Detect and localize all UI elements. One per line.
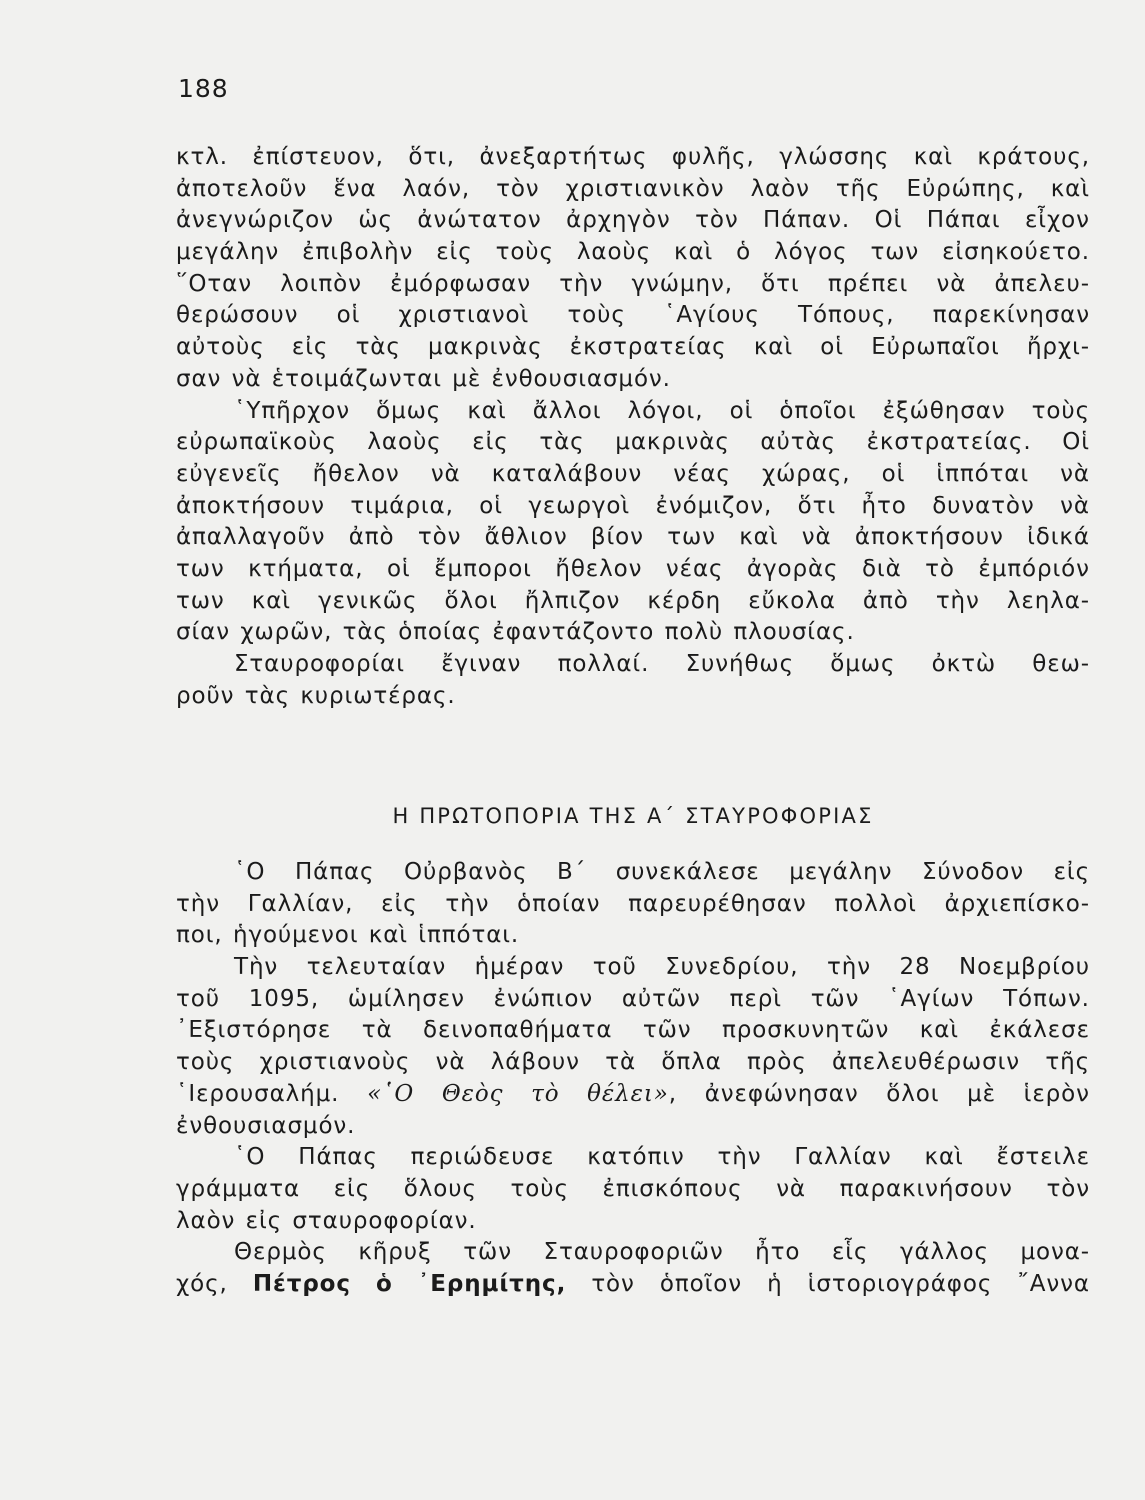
word: ῞Οταν xyxy=(176,270,252,297)
word: ἄθλιον xyxy=(484,524,568,551)
text-line xyxy=(176,269,1090,301)
word: των xyxy=(667,524,716,551)
word: ἔστειλε xyxy=(996,1144,1090,1171)
word: Πέτρος xyxy=(252,1270,351,1297)
word: διὰ xyxy=(861,555,902,582)
word: οἱ xyxy=(729,397,754,424)
text-line xyxy=(176,1206,1090,1238)
word: ἀρχιεπίσκο- xyxy=(944,890,1090,917)
word: ἀγορὰς xyxy=(746,555,839,582)
word: εἷς xyxy=(831,1239,869,1266)
text-line xyxy=(176,427,1090,459)
word: ὁποίας xyxy=(398,619,483,646)
word: ἱερὸν xyxy=(1023,1080,1090,1107)
word: περιώδευσε xyxy=(410,1144,555,1171)
word: λόγοι, xyxy=(627,397,704,424)
word: Οὐρβανὸς xyxy=(404,859,528,885)
word: εἰς xyxy=(1053,859,1090,885)
word: Συνήθως xyxy=(685,651,794,677)
word: ἐμόρφωσαν xyxy=(390,270,531,297)
word: κατόπιν xyxy=(587,1144,685,1171)
word: πολὺ xyxy=(664,619,724,646)
word: λαόν, xyxy=(402,175,471,202)
word: χριστιανικὸν xyxy=(565,175,725,202)
word: σαν xyxy=(176,365,222,392)
word: ἐπίστευον, xyxy=(252,144,384,170)
text-line xyxy=(176,300,1090,332)
word: των xyxy=(870,239,920,266)
word: ἀπὸ xyxy=(348,524,395,551)
word: κτλ. xyxy=(176,144,228,170)
word: καὶ xyxy=(1050,175,1090,202)
word: νὰ xyxy=(936,270,967,297)
word: των xyxy=(176,555,225,582)
word: ὅτι xyxy=(797,492,837,519)
word: ὅλοι xyxy=(886,1080,940,1107)
word: Οἱ xyxy=(1062,429,1090,456)
word: ὁποῖοι xyxy=(779,397,857,424)
word: ὁποῖον xyxy=(659,1270,742,1297)
word: τὰς xyxy=(342,619,388,646)
word: τῶν xyxy=(642,1017,692,1044)
word: κέρδη xyxy=(647,587,722,614)
word: εἰς xyxy=(245,1207,283,1234)
word: γάλλος xyxy=(899,1239,989,1266)
word: μεγάλην xyxy=(176,239,280,266)
word: τὸν xyxy=(591,1270,635,1297)
word: τὴν xyxy=(559,270,604,297)
word: γλώσσης xyxy=(779,144,890,170)
word: καὶ xyxy=(753,334,794,361)
word: οἱ xyxy=(479,492,503,519)
word: γράμματα xyxy=(176,1175,301,1202)
text-line xyxy=(176,1111,1090,1143)
text-line xyxy=(176,459,1090,491)
text-line xyxy=(176,1269,1090,1301)
word: τελευταίαν xyxy=(306,954,447,981)
text-line xyxy=(176,237,1090,269)
word: αὐτοὺς xyxy=(176,334,265,361)
word: ὡς xyxy=(358,207,393,234)
word: βίον xyxy=(590,524,644,551)
word: καὶ xyxy=(739,524,779,551)
word: τῆς xyxy=(835,175,881,202)
word: εἰς xyxy=(291,334,329,361)
text-line xyxy=(176,1015,1090,1047)
word: ἱστοριογράφος xyxy=(807,1270,993,1297)
word: ἐξώθησαν xyxy=(882,397,1006,424)
word: Γαλλίαν, xyxy=(247,890,354,917)
word: καὶ xyxy=(368,922,408,949)
word: «῾Ο xyxy=(367,1080,415,1107)
word: πρέπει xyxy=(827,270,909,297)
word: τὴν xyxy=(445,890,490,917)
text-block-intro xyxy=(176,142,1090,712)
word: τοὺς xyxy=(1031,397,1090,424)
text-line xyxy=(176,142,1090,174)
word: καὶ xyxy=(924,1144,964,1171)
word: ἀπὸ xyxy=(862,587,909,614)
word: τῶν xyxy=(463,1239,512,1266)
word: καὶ xyxy=(913,144,953,170)
word: τῶν xyxy=(810,985,860,1012)
word: μακρινὰς xyxy=(428,334,543,361)
word: ἕνα xyxy=(333,175,377,202)
word: καταλάβουν xyxy=(491,460,643,487)
word: ἐκστρατείας xyxy=(569,334,727,361)
text-line xyxy=(176,889,1090,921)
word: Εὐρωπαῖοι xyxy=(871,334,1000,361)
text-line xyxy=(176,332,1090,364)
word: ῾Ο xyxy=(234,859,266,885)
word: ὅτι xyxy=(761,270,800,297)
word: ἔμποροι xyxy=(434,555,532,582)
word: ἡ xyxy=(767,1270,783,1297)
word: Σταυροφοριῶν xyxy=(543,1239,724,1266)
word: εἰς xyxy=(472,429,509,456)
text-line xyxy=(176,681,1090,713)
word: παρακινήσουν xyxy=(839,1175,1013,1202)
word: λαὸν xyxy=(750,175,810,202)
word: ὅμως xyxy=(376,397,442,424)
word: ἐμπόριόν xyxy=(978,555,1090,582)
word: τὸν xyxy=(1046,1175,1090,1202)
word: ᾿Εξιστόρησε xyxy=(176,1017,332,1044)
word: Νοεμβρίου xyxy=(959,954,1090,981)
word: τὸν xyxy=(695,207,739,234)
word: ὅλους xyxy=(403,1175,477,1202)
word: ὡμίλησεν xyxy=(347,985,465,1012)
word: οἱ xyxy=(386,555,411,582)
word: μακρινὰς xyxy=(615,429,730,456)
word: τοὺς xyxy=(176,1049,235,1076)
word: τὰς xyxy=(244,682,290,709)
word: σίαν xyxy=(176,619,230,646)
word: ἀπελευ- xyxy=(994,270,1090,297)
word: Σύνοδον xyxy=(921,859,1025,885)
word: ὀκτὼ xyxy=(931,651,996,677)
word: ἐκάλεσε xyxy=(989,1017,1090,1044)
word: θεω- xyxy=(1032,651,1090,677)
word: Πάπας xyxy=(298,1144,378,1171)
word: Πάπας xyxy=(294,859,375,885)
word: εἰσηκούετο. xyxy=(942,239,1090,266)
word: ἱππόται. xyxy=(418,922,520,949)
word: οἱ xyxy=(820,334,844,361)
word: τὴν xyxy=(826,954,871,981)
word: νέας xyxy=(673,460,731,487)
word: ἀποτελοῦν xyxy=(176,175,308,202)
word: πρὸς xyxy=(746,1049,807,1076)
word: φυλῆς, xyxy=(671,144,755,170)
word: ῾Υπῆρχον xyxy=(234,397,350,424)
word: δεινοπαθήματα xyxy=(423,1017,613,1044)
word: Εὐρώπης, xyxy=(906,175,1025,202)
word: καὶ xyxy=(251,587,291,614)
word: εἰς xyxy=(436,239,473,266)
word: μὲ xyxy=(452,365,482,392)
text-block-section xyxy=(176,857,1090,1301)
word: παρεκίνησαν xyxy=(932,302,1090,329)
word: ἐκστρατείας. xyxy=(866,429,1032,456)
text-line xyxy=(176,364,1090,396)
word: Τόπων. xyxy=(1003,985,1090,1012)
word: ὅλοι xyxy=(444,587,498,614)
text-line xyxy=(176,586,1090,618)
word: λαοὺς xyxy=(576,239,652,266)
word: συνεκάλεσε xyxy=(615,859,760,885)
word: θερώσουν xyxy=(176,302,299,329)
text-line xyxy=(176,1047,1090,1079)
word: εἰς xyxy=(333,1175,371,1202)
text-line xyxy=(176,522,1090,554)
word: τὰς xyxy=(539,429,585,456)
text-line xyxy=(176,920,1090,952)
word: ῾Αγίους xyxy=(663,302,760,329)
word: μονα- xyxy=(1020,1239,1090,1266)
word: ἔγιναν xyxy=(441,651,522,677)
word: τοὺς xyxy=(510,1175,569,1202)
word: τὸ xyxy=(925,555,955,582)
word: τοὺς xyxy=(495,239,554,266)
word: ἀποκτήσουν xyxy=(176,492,325,519)
word: οἱ xyxy=(336,302,361,329)
word: ῾Ο xyxy=(234,1144,266,1171)
word: ὁποίαν xyxy=(517,890,601,917)
word: χός, xyxy=(176,1270,228,1297)
word: ῎Αννα xyxy=(1017,1270,1090,1297)
word: ἡμέραν xyxy=(474,954,565,981)
word: ἤθελον xyxy=(312,460,400,487)
word: εἶχον xyxy=(1024,207,1090,234)
word: πολλοὶ xyxy=(834,890,917,917)
text-line xyxy=(176,1142,1090,1174)
word: χριστιανοὶ xyxy=(398,302,530,329)
word: λοιπὸν xyxy=(280,270,362,297)
word: εὐρωπαϊκοὺς xyxy=(176,429,337,456)
word: ἐνθουσιασμόν. xyxy=(491,365,671,392)
word: ἀπελευθέρωσιν xyxy=(831,1049,1021,1076)
text-line xyxy=(176,554,1090,586)
word: λεηλα- xyxy=(1006,587,1090,614)
word: εἰς xyxy=(381,890,418,917)
text-line xyxy=(176,174,1090,206)
word: Σταυροφορίαι xyxy=(234,651,405,677)
word: ἀνεγνώριζον xyxy=(176,207,334,234)
word: ἀποκτήσουν xyxy=(854,524,1004,551)
text-line xyxy=(176,649,1090,681)
word: Οἱ xyxy=(874,207,903,234)
word: Θερμὸς xyxy=(234,1239,327,1266)
word: γενικῶς xyxy=(318,587,418,614)
word: εὐγενεῖς xyxy=(176,460,282,487)
word: νὰ xyxy=(776,1175,806,1202)
word: κῆρυξ xyxy=(358,1239,432,1266)
word: ἀρχηγὸν xyxy=(566,207,671,234)
word: χωρῶν, xyxy=(240,619,333,646)
word: ὁ xyxy=(376,1270,393,1297)
word: Συνεδρίου, xyxy=(665,954,799,981)
word: ἐνθουσιασμόν. xyxy=(176,1112,356,1139)
text-line xyxy=(176,1079,1090,1111)
word: λόγος xyxy=(774,239,848,266)
word: ἐφαντάζοντο xyxy=(492,619,655,646)
word: ὅπλα xyxy=(661,1049,722,1076)
word: ἐπισκόπους xyxy=(602,1175,743,1202)
word: τὰ xyxy=(605,1049,637,1076)
text-line xyxy=(176,617,1090,649)
word: τοῦ xyxy=(592,954,637,981)
word: τὴν xyxy=(935,587,980,614)
word: εὔκολα xyxy=(748,587,836,614)
word: ἀνώτατον xyxy=(417,207,542,234)
word: κτήματα, xyxy=(248,555,364,582)
text-line xyxy=(176,1237,1090,1269)
word: ἤθελον xyxy=(555,555,643,582)
word: ἐνώπιον xyxy=(493,985,594,1012)
word: καὶ xyxy=(674,239,714,266)
word: μεγάλην xyxy=(789,859,893,885)
word: παρευρέθησαν xyxy=(628,890,807,917)
word: ὁ xyxy=(736,239,752,266)
word: ὅμως xyxy=(830,651,896,677)
word: κράτους, xyxy=(977,144,1090,170)
word: τὸν xyxy=(496,175,540,202)
word: ᾿Ερημίτης, xyxy=(417,1270,567,1297)
word: κυριωτέρας. xyxy=(300,682,456,709)
word: γεωργοὶ xyxy=(528,492,631,519)
word: ῾Αγίων xyxy=(888,985,975,1012)
word: νὰ xyxy=(1060,460,1090,487)
word: λαοὺς xyxy=(367,429,442,456)
text-line xyxy=(176,952,1090,984)
text-line xyxy=(176,491,1090,523)
word: τὸν xyxy=(417,524,462,551)
word: Θεὸς xyxy=(441,1080,504,1107)
word: ἀπαλλαγοῦν xyxy=(176,524,326,551)
word: ἀνεξαρτήτως xyxy=(479,144,648,170)
word: ἐνόμιζον, xyxy=(655,492,773,519)
word: χώρας, xyxy=(761,460,851,487)
word: τὰς xyxy=(355,334,401,361)
word: τῆς xyxy=(1045,1049,1090,1076)
word: αὐτῶν xyxy=(621,985,701,1012)
word: ἀνεφώνησαν xyxy=(704,1080,859,1107)
word: νὰ xyxy=(1060,492,1090,519)
word: Γαλλίαν xyxy=(794,1144,892,1171)
word: ῾Ιερουσαλήμ. xyxy=(176,1080,340,1107)
word: πολλαί. xyxy=(557,651,650,677)
word: καὶ xyxy=(919,1017,959,1044)
page-number: 188 xyxy=(178,74,229,103)
word: Τὴν xyxy=(234,954,279,981)
word: τοὺς xyxy=(567,302,626,329)
word: τὰ xyxy=(361,1017,393,1044)
word: ἑτοιμάζωνται xyxy=(271,365,442,392)
word: αὐτὰς xyxy=(760,429,836,456)
word: ποι, xyxy=(176,922,223,949)
word: τὸ xyxy=(531,1080,560,1107)
word: ἦτο xyxy=(861,492,907,519)
word: τιμάρια, xyxy=(350,492,454,519)
text-line xyxy=(176,984,1090,1016)
word: σταυροφορίαν. xyxy=(292,1207,477,1234)
word: Β΄ xyxy=(557,859,587,885)
word: νέας xyxy=(665,555,724,582)
word: Τόπους, xyxy=(798,302,895,329)
word: θέλει», xyxy=(587,1080,677,1107)
word: τὴν xyxy=(176,890,220,917)
word: των xyxy=(176,587,225,614)
text-line xyxy=(176,857,1090,889)
section-heading: Η ΠΡΩΤΟΠΟΡΙΑ ΤΗΣ Α΄ ΣΤΑΥΡΟΦΟΡΙΑΣ xyxy=(392,804,874,828)
word: ὅτι, xyxy=(408,144,455,170)
word: ἄλλοι xyxy=(532,397,602,424)
word: ροῦν xyxy=(176,682,235,709)
word: χριστιανοὺς xyxy=(259,1049,411,1076)
word: ἐπιβολὴν xyxy=(302,239,414,266)
word: λάβουν xyxy=(490,1049,580,1076)
word: λαὸν xyxy=(176,1207,236,1234)
word: ἤρχι- xyxy=(1026,334,1090,361)
word: καὶ xyxy=(467,397,507,424)
text-line xyxy=(176,1174,1090,1206)
word: νὰ xyxy=(801,524,832,551)
word: νὰ xyxy=(430,460,461,487)
word: δυνατὸν xyxy=(932,492,1035,519)
word: Πάπαι xyxy=(926,207,1001,234)
word: Πάπαν. xyxy=(763,207,851,234)
word: περὶ xyxy=(729,985,782,1012)
word: νὰ xyxy=(231,365,262,392)
word: τὴν xyxy=(717,1144,762,1171)
word: ἦτο xyxy=(755,1239,801,1266)
word: προσκυνητῶν xyxy=(722,1017,890,1044)
text-line xyxy=(176,205,1090,237)
word: 28 xyxy=(899,954,931,981)
word: τοῦ xyxy=(176,985,220,1012)
word: ἡγούμενοι xyxy=(232,922,359,949)
word: 1095, xyxy=(248,985,320,1012)
word: πλουσίας. xyxy=(733,619,855,646)
word: νὰ xyxy=(435,1049,466,1076)
word: οἱ xyxy=(881,460,906,487)
text-line xyxy=(176,396,1090,428)
word: ἤλπιζον xyxy=(524,587,621,614)
word: μὲ xyxy=(967,1080,996,1107)
word: γνώμην, xyxy=(631,270,733,297)
word: ἰδικά xyxy=(1027,524,1090,551)
word: ἱππόται xyxy=(936,460,1030,487)
